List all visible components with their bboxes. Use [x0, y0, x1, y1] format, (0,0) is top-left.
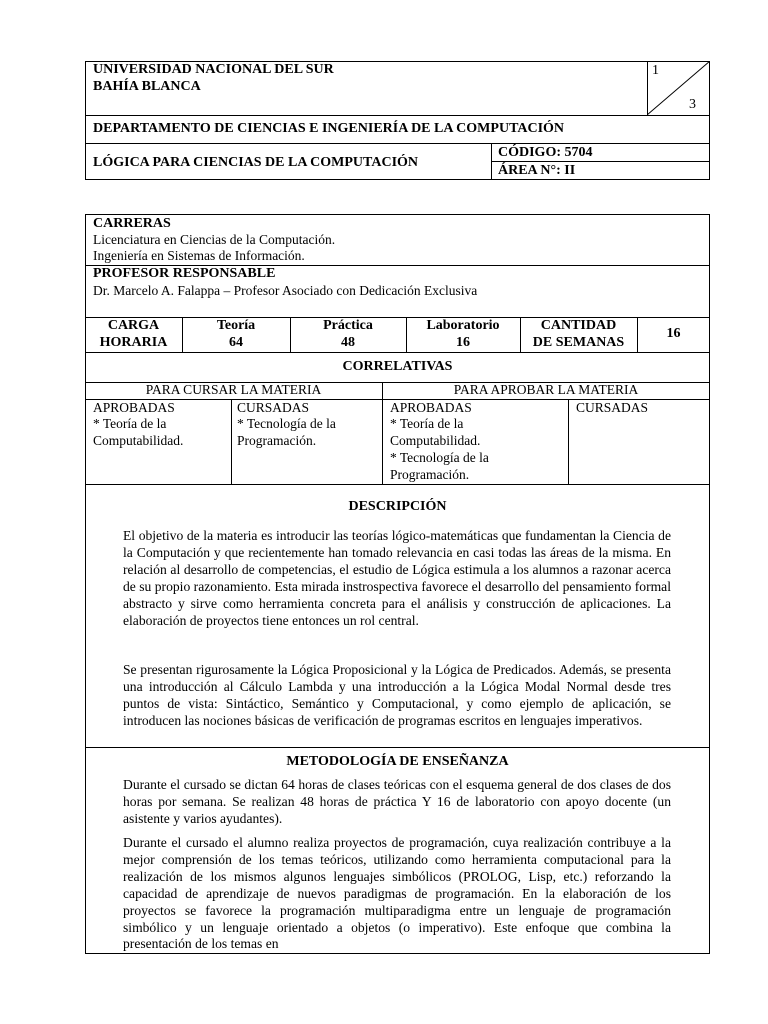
descripcion-paragraph: El objetivo de la materia es introducir las teorías lógico-matemáticas que fundamentan la Ciencia de la Computación y que recientemente han tomado relevancia en casi todas las áreas de la misma. En relación al desarrollo de competencias, el estudio de Lógica estimula a los alumnos a razonar acerca de su propio razonamiento. Esta mirada instrospectiva favorece el desarrollo del pensamiento formal abstracto y sirve como herramienta concreta para el análisis y construcción de aplicaciones. La elaboración de proyectos tiene entonces un rol central.	[123, 528, 671, 628]
divider	[85, 484, 710, 485]
descripcion-title: DESCRIPCIÓN	[348, 499, 447, 514]
correlativa-item: Computabilidad.	[93, 433, 184, 448]
teoria-label: Teoría	[216, 318, 256, 333]
divider	[491, 161, 710, 162]
practica-value: 48	[341, 335, 355, 350]
profesor-title: PROFESOR RESPONSABLE	[93, 266, 276, 281]
divider	[85, 143, 710, 144]
correlativa-item: * Teoría de la	[390, 416, 464, 431]
correlativa-item: * Tecnología de la	[237, 416, 336, 431]
correlativa-item: Programación.	[390, 467, 470, 482]
carga-label: CARGA	[107, 318, 160, 333]
metodologia-paragraph: Durante el cursado el alumno realiza proyectos de programación, cuya realización contribuye a la mejor comprensión de los temas teóricos, utilizando como herramienta computacional para la realización de los mismos algunos lenguajes simbólicos (PROLOG, Lisp, etc.) reforzando la capacidad de aprendizaje de nuevos paradigmas de programación. En la elaboración de los proyectos se favorece la programación multiparadigma entre un lenguaje de programación simbólico y un lenguaje orientado a objetos (o imperativo). Este enfoque que combina la presentación de los temas en	[123, 835, 671, 952]
semanas-label: DE SEMANAS	[532, 335, 625, 350]
divider	[231, 399, 232, 484]
carrera-item: Ingeniería en Sistemas de Información.	[93, 248, 305, 263]
course-title: LÓGICA PARA CIENCIAS DE LA COMPUTACIÓN	[93, 155, 419, 170]
correlativa-item: Computabilidad.	[390, 433, 481, 448]
metodologia-paragraph: Durante el cursado se dictan 64 horas de clases teóricas con el esquema general de dos clases de dos horas por semana. Se realizan 48 horas de práctica Y 16 de laboratorio con apoyo docente (un asistente y varios ayudantes).	[123, 777, 671, 826]
laboratorio-label: Laboratorio	[426, 318, 500, 333]
semanas-label: CANTIDAD	[540, 318, 617, 333]
page-total: 3	[689, 97, 696, 112]
laboratorio-value: 16	[456, 335, 470, 350]
correlativa-item: * Tecnología de la	[390, 450, 489, 465]
department-name: DEPARTAMENTO DE CIENCIAS E INGENIERÍA DE LA COMPUTACIÓN	[93, 121, 565, 136]
divider	[568, 399, 569, 484]
university-name: UNIVERSIDAD NACIONAL DEL SUR	[93, 62, 334, 77]
profesor-name: Dr. Marcelo A. Falappa – Profesor Asociado con Dedicación Exclusiva	[93, 283, 478, 298]
course-code: CÓDIGO: 5704	[498, 145, 593, 160]
aprobar-aprobadas-title: APROBADAS	[390, 400, 472, 415]
correlativa-item: * Teoría de la	[93, 416, 167, 431]
teoria-value: 64	[229, 335, 243, 350]
aprobar-title: PARA APROBAR LA MATERIA	[453, 382, 639, 397]
correlativas-title: CORRELATIVAS	[342, 359, 453, 374]
page-number: 1	[652, 63, 659, 78]
semanas-value: 16	[666, 326, 681, 341]
cursar-cursadas-title: CURSADAS	[237, 400, 310, 415]
divider	[85, 747, 710, 748]
descripcion-paragraph: Se presentan rigurosamente la Lógica Proposicional y la Lógica de Predicados. Además, se presenta una introducción al Cálculo Lambda y una introducción a la Lógica Modal Normal desde tres puntos de vista: Sintáctico, Semántico y Computacional, y como ejemplo de aplicación, se introducen las nociones básicas de verificación de programas escritos en lenguajes imperativos.	[123, 662, 671, 728]
correlativa-item: Programación.	[237, 433, 317, 448]
university-city: BAHÍA BLANCA	[93, 79, 201, 94]
carreras-title: CARRERAS	[93, 216, 171, 231]
cursar-title: PARA CURSAR LA MATERIA	[145, 382, 322, 397]
divider	[85, 115, 710, 116]
carrera-item: Licenciatura en Ciencias de la Computación.	[93, 232, 336, 247]
practica-label: Práctica	[323, 318, 373, 333]
course-area: ÁREA N°: II	[498, 163, 576, 178]
aprobar-cursadas-title: CURSADAS	[576, 400, 649, 415]
metodologia-title: METODOLOGÍA DE ENSEÑANZA	[286, 754, 509, 769]
carga-label: HORARIA	[99, 335, 168, 350]
divider	[85, 352, 710, 353]
cursar-aprobadas-title: APROBADAS	[93, 400, 175, 415]
